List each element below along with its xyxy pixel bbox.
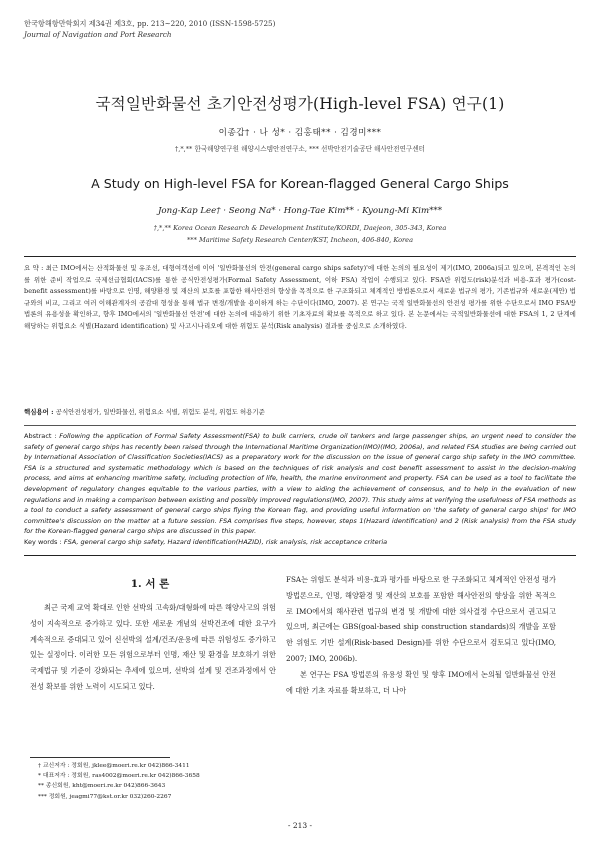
divider-rule: [24, 555, 576, 556]
page-number: - 213 -: [287, 821, 313, 830]
authors-english: Jong-Kap Lee† · Seong Na* · Hong-Tae Kim** · Kyoung-Mi Kim***: [157, 206, 443, 216]
affiliation-english-line: †,*,** Korea Ocean Research & Development Institute/KORDI, Daejeon, 305-343, Korea: [153, 224, 447, 232]
abstract-korean: [24, 263, 576, 332]
abstract-english-label: Abstract :: [24, 432, 60, 440]
affiliation-english: [0, 222, 600, 246]
footnote: * 대표저자 : 정회원, ras4002@moeri.re.kr 042)866-3658: [38, 773, 200, 780]
divider-rule: [24, 256, 576, 257]
journal-name-en: Journal of Navigation and Port Research: [24, 30, 172, 39]
body-paragraph: FSA는 위험도 분석과 비용-효과 평가를 바탕으로 한 구조화되고 체계적인 안전성 평가 방법론으로, 인명, 해양환경 및 재산의 보호를 포함한 해사안전의 향상을 위한 목적으로 IMO에서의 해사관련 법규의 변경 및 개발에 대한 의사결정 수단으로서 권고되고 있으며, 최근에는 GBS(goal-based ship construction standards)의 개발을 포함한 위험도 기반 설계(Risk-based Design)를 위한 수단으로서 검토되고 있다(IMO, 2007; IMO, 2006b).: [286, 575, 556, 663]
journal-header: [24, 18, 275, 40]
affiliation-english-line: *** Maritime Safety Research Center/KST, Incheon, 406-840, Korea: [186, 236, 414, 244]
paper-title-english: A Study on High-level FSA for Korean-flagged General Cargo Ships: [91, 176, 509, 191]
body-column-right: [286, 572, 556, 698]
journal-citation: 한국항해항만학회지 제34권 제3호, pp. 213~220, 2010 (ISSN-1598-5725): [24, 19, 276, 28]
affiliation-korean: †,*,** 한국해양연구원 해양시스템안전연구소, *** 선박안전기술공단 해사안전연구센터: [174, 145, 426, 153]
abstract-english-text: Following the application of Formal Safety Assessment(FSA) to bulk carriers, crude oil tankers and large passenger ships, an urgent need to consider the safety of general cargo ships has recently been raised through the International Maritime Organization(IMO)(IMO, 2006a), and related FSA studies are being carried out by International Association of Classification Societies(IACS) as a preparatory work for the discussion on the issue of general cargo ship safety in the IMO committee. FSA is a structured and systematic methodology which is based on the techniques of risk analysis and cost benefit assessment to assist in the decision-making process, and aims at enhancing maritime safety, including protection of life, health, the marine environment and property. FSA can be used as a tool to facilitate the development of regulatory changes equitable to the various parties, with a view to aiding the achievement of consensus, and to help in the evaluation of new regulations and in making a comparison between existing and possibly improved regulations(IMO, 2007). This study aims at verifying the usefulness of FSA methods as a tool to conduct a safety assessment of general cargo ships flying the Korean flag, and providing useful information on 'the safety of general cargo ships' for IMO committee's discussion on the matter at a future session. FSA comprises five steps, however, steps 1(Hazard identification) and 2 (Risk analysis) from the FSA study for the Korean-flagged general cargo ships are discussed in this paper.: [24, 432, 576, 536]
section-heading: 1. 서 론: [130, 578, 170, 590]
authors-korean: 이종갑† · 나 성* · 김홍태** · 김경미***: [218, 128, 382, 138]
keywords-english-label: Key words :: [24, 538, 64, 546]
footnote-rule: [30, 757, 170, 758]
keywords-korean-text: 공식안전성평가, 일반화물선, 위험요소 식별, 위험도 분석, 위험도 허용기준: [55, 408, 265, 416]
keywords-english-text: FSA, general cargo ship safety, Hazard identification(HAZID), risk analysis, risk acceptance criteria: [63, 538, 388, 546]
keywords-korean: [24, 407, 576, 416]
divider-rule: [24, 425, 576, 426]
footnote: *** 정회원, jeagmi77@kst.or.kr 032)260-2267: [38, 793, 172, 800]
footnote: ** 종신회원, kht@moeri.re.kr 042)866-3643: [38, 783, 166, 790]
body-column-left: 최근 국제 교역 확대로 인한 선박의 고속화/대형화에 따른 해양사고의 위험성이 지속적으로 증가하고 있다. 또한 새로운 개념의 선박건조에 대한 요구가 계속적으로 증대되고 있어 신선박의 설계/건조/운용에 따른 위험성도 증가하고 있는 실정이다. 이러한 모든 위험으로부터 인명, 재산 및 환경을 보호하기 위한 국제법규 및 기준이 강화되는 추세에 있으며, 선박의 설계 및 건조과정에서 안전성 확보를 위한 노력이 시도되고 있다.: [30, 603, 276, 691]
footnotes: [38, 761, 288, 802]
body-paragraph: 본 연구는 FSA 방법론의 유용성 확인 및 향후 IMO에서 논의될 일반화물선 안전에 대한 기초 자료를 확보하고, 더 나아: [286, 669, 556, 695]
footnote: † 교신저자 : 정회원, jklee@moeri.re.kr 042)866-3411: [38, 763, 190, 769]
abstract-english: [24, 431, 576, 537]
keywords-korean-label: 핵심용어 :: [24, 408, 56, 416]
keywords-english: [24, 538, 576, 546]
abstract-korean-label: 요 약 :: [24, 264, 46, 272]
paper-title-korean: 국적일반화물선 초기안전성평가(High-level FSA) 연구(1): [95, 95, 505, 113]
abstract-korean-text: 최근 IMO에서는 산적화물선 및 유조선, 대형여객선에 이어 '일반화물선의 안전(general cargo ships safety)'에 대한 논의의 필요성이 제기(IMO, 2006a)되고 있으며, 본격적인 논의를 위한 준비 작업으로 국제선급협회(IACS)를 통한 공식안전성평가(Formal Safety Assessment, 이하 FSA) 작업이 수행되고 있다. FSA란 위험도(risk)분석과 비용-효과 평가(cost-benefit assessment)를 바탕으로 인명, 해양환경 및 재산의 보호를 포함한 해사안전의 향상을 목적으로 한 구조화되고 체계적인 방법론으로서 새로운 법규의 평가, 기존법규와 새로운(제안) 법규와의 비교, 그리고 여러 이해관계자의 공감대 형성을 통해 법규 변경/개발을 용이하게 하는 수단이다(IMO, 2007). 본 연구는 국적 일반화물선의 안전성 평가를 위한 수단으로서 IMO FSA방법론의 유용성을 확인하고, 향후 IMO에서의 '일반화물선 안전'에 대한 논의에 대응하기 위한 기초자료의 확보를 목적으로 하고 있다. 본 논문에서는 국적일반화물선에 대한 FSA의 1, 2 단계에 해당하는 위험요소 식별(Hazard identification) 및 사고시나리오에 대한 위험도 분석(Risk analysis) 결과를 중심으로 소개하였다.: [24, 264, 576, 330]
